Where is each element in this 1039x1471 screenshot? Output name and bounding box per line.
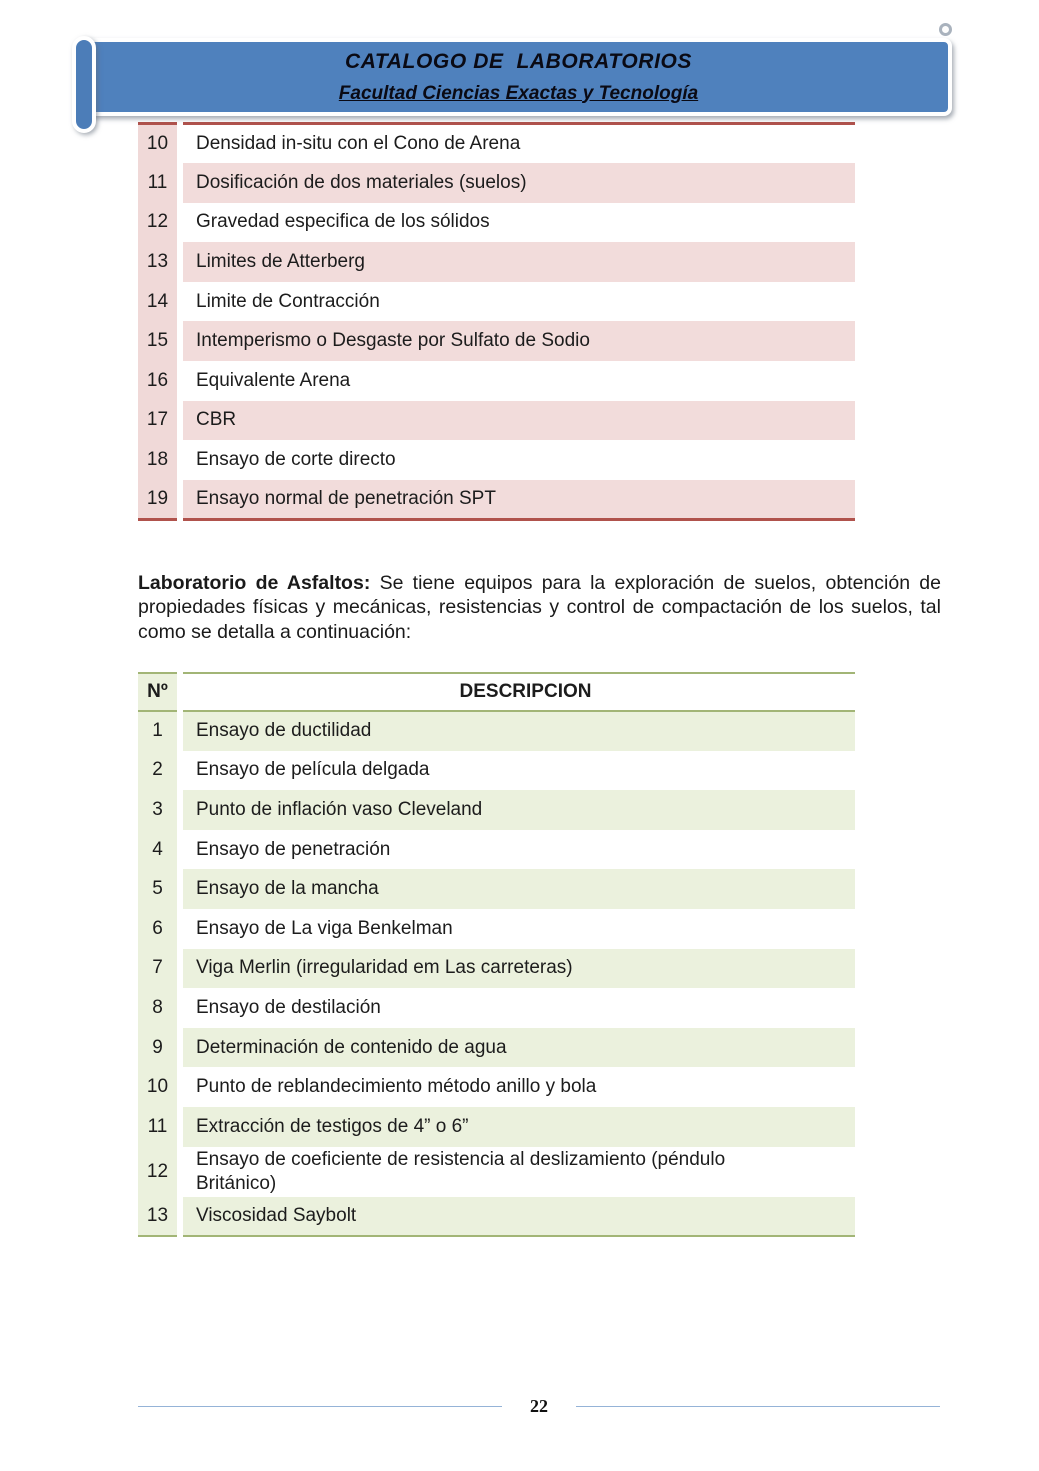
footer-rule-right bbox=[576, 1406, 940, 1407]
row-number-cell: 10 bbox=[138, 124, 180, 164]
row-description-cell: Determinación de contenido de agua bbox=[180, 1028, 855, 1068]
asphalt-lab-paragraph bbox=[138, 571, 941, 645]
table-row bbox=[138, 163, 855, 203]
row-description-cell: Viga Merlin (irregularidad em Las carreteras) bbox=[180, 949, 855, 989]
table-row bbox=[138, 124, 855, 164]
row-description-cell: Ensayo de corte directo bbox=[196, 449, 396, 471]
row-description-cell: Ensayo de destilación bbox=[196, 996, 381, 1018]
table-row bbox=[138, 1147, 855, 1197]
row-number-cell: 13 bbox=[138, 242, 180, 282]
table-row bbox=[138, 361, 855, 401]
paragraph-body: Se tiene equipos para la exploración de suelos, obtención de propiedades físicas y mecánicas, resistencias y control de compactación de los suelos, tal como se detalla a continuación: bbox=[138, 571, 941, 643]
row-description-cell: Punto de reblandecimiento método anillo y bola bbox=[196, 1076, 597, 1098]
binder-ring-icon bbox=[939, 23, 952, 36]
table-row bbox=[138, 909, 855, 949]
row-description-cell: Viscosidad Saybolt bbox=[180, 1197, 855, 1237]
table-row bbox=[138, 282, 855, 322]
table-row bbox=[138, 949, 855, 989]
table-row bbox=[138, 1028, 855, 1068]
table-row bbox=[138, 711, 855, 751]
row-description-cell: Gravedad especifica de los sólidos bbox=[196, 211, 490, 233]
row-number-cell: 6 bbox=[138, 909, 180, 949]
row-description-cell: Equivalente Arena bbox=[196, 369, 351, 391]
row-number-cell: 13 bbox=[138, 1197, 180, 1237]
table-row bbox=[138, 321, 855, 361]
row-description-cell: Ensayo de coeficiente de resistencia al deslizamiento (péndulo Británico) bbox=[196, 1148, 726, 1194]
faculty-subtitle: Facultad Ciencias Exactas y Tecnología bbox=[338, 82, 699, 104]
table-row bbox=[138, 988, 855, 1028]
paragraph-lead: Laboratorio de Asfaltos: bbox=[138, 571, 371, 594]
row-number-cell: 10 bbox=[138, 1067, 180, 1107]
table-row bbox=[138, 869, 855, 909]
row-number-cell: 18 bbox=[138, 440, 180, 480]
row-description-cell: Extracción de testigos de 4” o 6” bbox=[180, 1107, 855, 1147]
row-description-cell: Ensayo de penetración bbox=[196, 838, 391, 860]
binder-clip-icon bbox=[72, 36, 96, 133]
banner-box bbox=[85, 38, 952, 116]
row-number-cell: 17 bbox=[138, 401, 180, 441]
row-number-cell: 12 bbox=[138, 1147, 180, 1197]
row-number-cell: 4 bbox=[138, 830, 180, 870]
row-number-cell: 15 bbox=[138, 321, 180, 361]
footer-rule-left bbox=[138, 1406, 502, 1407]
row-number-cell: 11 bbox=[138, 1107, 180, 1147]
row-number-cell: 5 bbox=[138, 869, 180, 909]
asphalt-lab-table bbox=[138, 672, 855, 1237]
row-description-cell: Dosificación de dos materiales (suelos) bbox=[180, 163, 855, 203]
row-number-cell: 2 bbox=[138, 751, 180, 791]
table-row bbox=[138, 401, 855, 441]
col-header-number: Nº bbox=[138, 673, 180, 711]
row-number-cell: 8 bbox=[138, 988, 180, 1028]
row-description-cell: Limites de Atterberg bbox=[180, 242, 855, 282]
row-description-cell: Ensayo de La viga Benkelman bbox=[196, 917, 453, 939]
row-number-cell: 7 bbox=[138, 949, 180, 989]
table-row bbox=[138, 790, 855, 830]
row-number-cell: 14 bbox=[138, 282, 180, 322]
table-row bbox=[138, 203, 855, 243]
table-header-row bbox=[138, 673, 855, 711]
table-row bbox=[138, 440, 855, 480]
soils-lab-table bbox=[138, 122, 855, 521]
row-number-cell: 1 bbox=[138, 711, 180, 751]
row-description-cell: Punto de inflación vaso Cleveland bbox=[180, 790, 855, 830]
page-number: 22 bbox=[530, 1396, 548, 1416]
row-description-cell: Ensayo normal de penetración SPT bbox=[180, 480, 855, 520]
table-row bbox=[138, 242, 855, 282]
table-row bbox=[138, 1197, 855, 1237]
table-row bbox=[138, 1067, 855, 1107]
row-description-cell: CBR bbox=[180, 401, 855, 441]
row-description-cell: Ensayo de ductilidad bbox=[180, 711, 855, 751]
table-row bbox=[138, 751, 855, 791]
page-footer bbox=[138, 1396, 940, 1417]
row-description-cell: Ensayo de la mancha bbox=[180, 869, 855, 909]
row-description-cell: Ensayo de película delgada bbox=[196, 759, 430, 781]
catalog-title: CATALOGO DE LABORATORIOS bbox=[344, 49, 693, 73]
row-number-cell: 9 bbox=[138, 1028, 180, 1068]
table-row bbox=[138, 480, 855, 520]
row-number-cell: 11 bbox=[138, 163, 180, 203]
row-number-cell: 16 bbox=[138, 361, 180, 401]
row-description-cell: Intemperismo o Desgaste por Sulfato de Sodio bbox=[180, 321, 855, 361]
table-row bbox=[138, 830, 855, 870]
row-number-cell: 19 bbox=[138, 480, 180, 520]
col-header-description: DESCRIPCION bbox=[180, 673, 855, 711]
row-number-cell: 12 bbox=[138, 203, 180, 243]
row-description-cell: Densidad in-situ con el Cono de Arena bbox=[196, 133, 521, 155]
table-row bbox=[138, 1107, 855, 1147]
row-number-cell: 3 bbox=[138, 790, 180, 830]
row-description-cell: Limite de Contracción bbox=[196, 290, 380, 312]
